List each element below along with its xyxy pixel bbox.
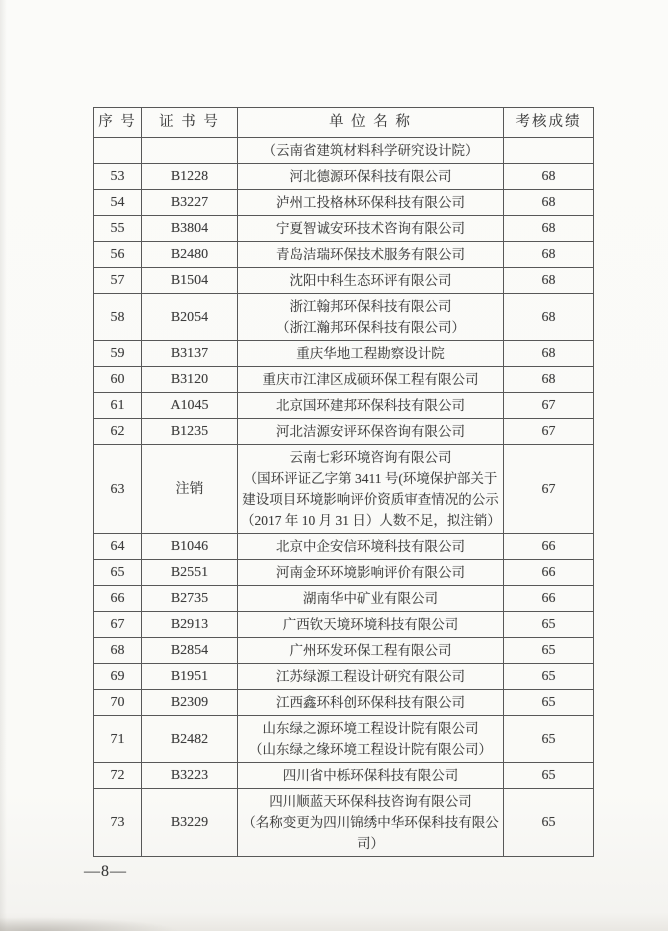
company-name-line: 广西钦天境环境科技有限公司 xyxy=(282,617,459,632)
table-row xyxy=(94,690,594,716)
assessment-score-cell: 68 xyxy=(504,341,594,367)
serial-number-cell: 66 xyxy=(94,586,142,612)
assessment-score-cell: 68 xyxy=(504,216,594,242)
page-number: —8— xyxy=(84,863,127,880)
assessment-score-cell: 65 xyxy=(504,638,594,664)
company-name-line: 重庆华地工程勘察设计院 xyxy=(296,346,445,361)
company-name-cell xyxy=(238,664,504,690)
serial-number-cell: 55 xyxy=(94,216,142,242)
serial-number-cell: 61 xyxy=(94,393,142,419)
certificate-number-cell: B1951 xyxy=(142,664,238,690)
company-name-cell xyxy=(238,294,504,341)
table-header xyxy=(94,108,594,138)
certificate-number-cell: B2054 xyxy=(142,294,238,341)
table-row xyxy=(94,534,594,560)
assessment-score-cell: 65 xyxy=(504,716,594,763)
assessment-score-cell: 65 xyxy=(504,664,594,690)
company-name-cell xyxy=(238,534,504,560)
company-name-cell xyxy=(238,164,504,190)
serial-number-cell: 65 xyxy=(94,560,142,586)
table-row xyxy=(94,789,594,857)
assessment-table xyxy=(93,107,594,857)
certificate-number-cell: 注销 xyxy=(142,445,238,534)
table-row xyxy=(94,190,594,216)
assessment-score-cell: 68 xyxy=(504,164,594,190)
table-row xyxy=(94,445,594,534)
company-name-line: （浙江瀚邦环保科技有限公司） xyxy=(276,320,465,335)
certificate-number-cell: B1046 xyxy=(142,534,238,560)
serial-number-cell: 53 xyxy=(94,164,142,190)
company-name-cell xyxy=(238,716,504,763)
table-row xyxy=(94,638,594,664)
company-name-cell xyxy=(238,138,504,164)
serial-number-cell: 70 xyxy=(94,690,142,716)
company-name-line: （云南省建筑材料科学研究设计院） xyxy=(262,143,479,158)
company-name-line: （山东绿之缘环境工程设计院有限公司） xyxy=(249,742,492,757)
company-name-cell xyxy=(238,419,504,445)
assessment-score-cell: 68 xyxy=(504,367,594,393)
table-row xyxy=(94,586,594,612)
company-name-cell xyxy=(238,268,504,294)
company-name-line: 湖南华中矿业有限公司 xyxy=(303,591,438,606)
company-name-cell xyxy=(238,612,504,638)
certificate-number-cell: B2551 xyxy=(142,560,238,586)
assessment-score-cell: 65 xyxy=(504,789,594,857)
company-name-cell xyxy=(238,763,504,789)
table-row xyxy=(94,367,594,393)
company-name-line: 北京中企安信环境科技有限公司 xyxy=(276,539,465,554)
serial-number-cell: 63 xyxy=(94,445,142,534)
table-row xyxy=(94,716,594,763)
certificate-number-cell: B2482 xyxy=(142,716,238,763)
company-name-line: 河北洁源安评环保咨询有限公司 xyxy=(276,424,465,439)
serial-number-cell: 68 xyxy=(94,638,142,664)
serial-number-cell: 64 xyxy=(94,534,142,560)
assessment-score-cell: 68 xyxy=(504,294,594,341)
table-row xyxy=(94,164,594,190)
serial-number-cell: 62 xyxy=(94,419,142,445)
company-name-line: 宁夏智诚安环技术咨询有限公司 xyxy=(276,221,465,236)
certificate-number-cell: B3229 xyxy=(142,789,238,857)
company-name-cell xyxy=(238,445,504,534)
table-row xyxy=(94,294,594,341)
assessment-score-cell: 65 xyxy=(504,763,594,789)
table-row xyxy=(94,268,594,294)
serial-number-cell: 60 xyxy=(94,367,142,393)
company-name-cell xyxy=(238,789,504,857)
certificate-number-cell: B2913 xyxy=(142,612,238,638)
header-unit-name: 单 位 名 称 xyxy=(238,108,504,138)
certificate-number-cell xyxy=(142,138,238,164)
assessment-score-cell: 65 xyxy=(504,690,594,716)
serial-number-cell: 73 xyxy=(94,789,142,857)
assessment-score-cell: 67 xyxy=(504,445,594,534)
company-name-line: 青岛洁瑞环保技术服务有限公司 xyxy=(276,247,465,262)
assessment-score-cell: 66 xyxy=(504,534,594,560)
assessment-score-cell: 67 xyxy=(504,393,594,419)
company-name-cell xyxy=(238,690,504,716)
table-row xyxy=(94,393,594,419)
header-serial-number: 序 号 xyxy=(94,108,142,138)
company-name-line: 重庆市江津区成硕环保工程有限公司 xyxy=(262,372,479,387)
assessment-score-cell xyxy=(504,138,594,164)
assessment-score-cell: 68 xyxy=(504,268,594,294)
table-row xyxy=(94,612,594,638)
certificate-number-cell: B3804 xyxy=(142,216,238,242)
company-name-cell xyxy=(238,560,504,586)
certificate-number-cell: B2735 xyxy=(142,586,238,612)
certificate-number-cell: B3137 xyxy=(142,341,238,367)
certificate-number-cell: A1045 xyxy=(142,393,238,419)
company-name-line: 云南七彩环境咨询有限公司 xyxy=(289,450,452,465)
certificate-number-cell: B3223 xyxy=(142,763,238,789)
company-name-line: 四川省中栎环保科技有限公司 xyxy=(282,768,459,783)
certificate-number-cell: B2309 xyxy=(142,690,238,716)
serial-number-cell: 56 xyxy=(94,242,142,268)
serial-number-cell: 57 xyxy=(94,268,142,294)
assessment-score-cell: 67 xyxy=(504,419,594,445)
company-name-cell xyxy=(238,242,504,268)
assessment-score-cell: 65 xyxy=(504,612,594,638)
serial-number-cell: 71 xyxy=(94,716,142,763)
assessment-score-cell: 66 xyxy=(504,560,594,586)
table-body xyxy=(94,138,594,857)
company-name-line: 沈阳中科生态环评有限公司 xyxy=(289,273,452,288)
assessment-score-cell: 66 xyxy=(504,586,594,612)
company-name-line: 河南金环环境影响评价有限公司 xyxy=(276,565,465,580)
company-name-line: 河北德源环保科技有限公司 xyxy=(289,169,452,184)
company-name-cell xyxy=(238,216,504,242)
company-name-cell xyxy=(238,341,504,367)
company-name-cell xyxy=(238,367,504,393)
serial-number-cell: 72 xyxy=(94,763,142,789)
company-name-line: 江西鑫环科创环保科技有限公司 xyxy=(276,695,465,710)
company-name-cell xyxy=(238,393,504,419)
table-row xyxy=(94,664,594,690)
table-row xyxy=(94,242,594,268)
serial-number-cell: 54 xyxy=(94,190,142,216)
header-assessment-score: 考核成绩 xyxy=(504,108,594,138)
company-name-cell xyxy=(238,638,504,664)
certificate-number-cell: B1504 xyxy=(142,268,238,294)
table-row xyxy=(94,560,594,586)
assessment-score-cell: 68 xyxy=(504,242,594,268)
serial-number-cell: 58 xyxy=(94,294,142,341)
company-name-line: 泸州工投格林环保科技有限公司 xyxy=(276,195,465,210)
table-row xyxy=(94,419,594,445)
table-row xyxy=(94,763,594,789)
company-name-line: 北京国环建邦环保科技有限公司 xyxy=(276,398,465,413)
table-row xyxy=(94,138,594,164)
company-name-line: （国环评证乙字第 3411 号(环境保护部关于建设项目环境影响评价资质审查情况的公示（2017 年 10 月 31 日）人数不足，拟注销） xyxy=(241,471,501,528)
certificate-number-cell: B3227 xyxy=(142,190,238,216)
assessment-score-cell: 68 xyxy=(504,190,594,216)
certificate-number-cell: B3120 xyxy=(142,367,238,393)
certificate-number-cell: B2854 xyxy=(142,638,238,664)
serial-number-cell xyxy=(94,138,142,164)
serial-number-cell: 69 xyxy=(94,664,142,690)
company-name-cell xyxy=(238,586,504,612)
company-name-line: （名称变更为四川锦绣中华环保科技有限公司） xyxy=(242,815,499,851)
company-name-line: 山东绿之源环境工程设计院有限公司 xyxy=(262,721,479,736)
company-name-cell xyxy=(238,190,504,216)
company-name-line: 广州环发环保工程有限公司 xyxy=(289,643,452,658)
header-row xyxy=(94,108,594,138)
company-name-line: 浙江翰邦环保科技有限公司 xyxy=(289,299,452,314)
serial-number-cell: 67 xyxy=(94,612,142,638)
certificate-number-cell: B1235 xyxy=(142,419,238,445)
company-name-line: 江苏绿源工程设计研究有限公司 xyxy=(276,669,465,684)
table-row xyxy=(94,216,594,242)
header-certificate-number: 证 书 号 xyxy=(142,108,238,138)
certificate-number-cell: B2480 xyxy=(142,242,238,268)
certificate-number-cell: B1228 xyxy=(142,164,238,190)
table-row xyxy=(94,341,594,367)
company-name-line: 四川顺蓝天环保科技咨询有限公司 xyxy=(269,794,472,809)
serial-number-cell: 59 xyxy=(94,341,142,367)
